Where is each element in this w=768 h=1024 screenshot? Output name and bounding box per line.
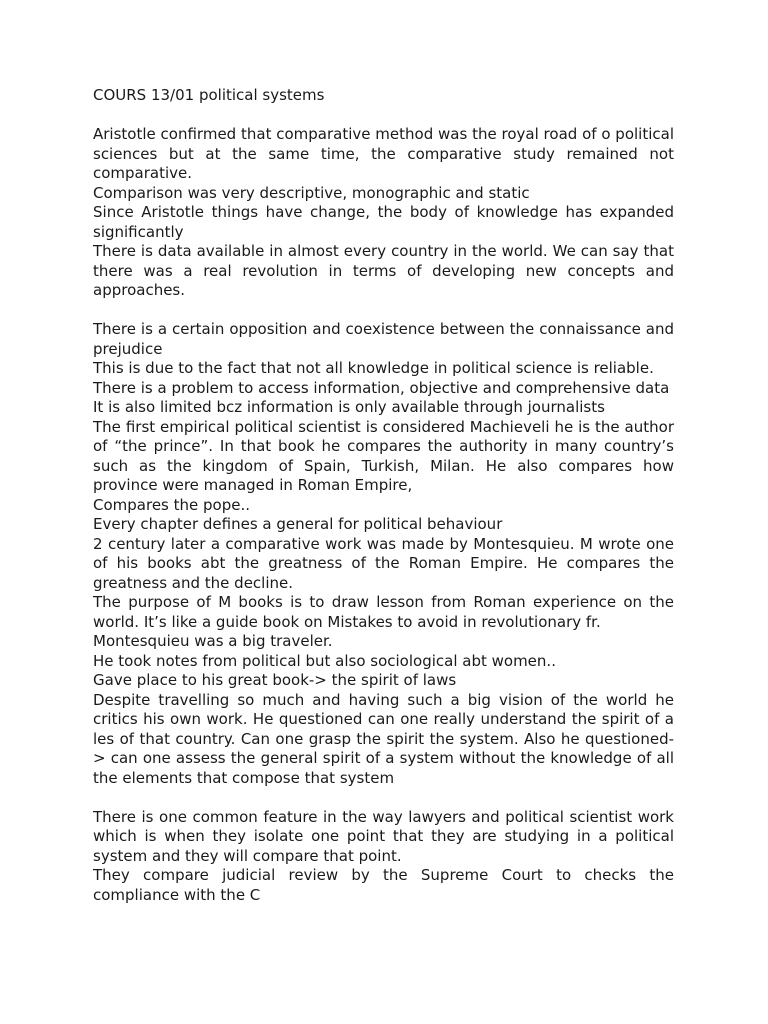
paragraph: There is a certain opposition and coexistence between the connaissance and prejudice: [93, 320, 674, 358]
paragraph: He took notes from political but also sociological abt women..: [93, 651, 556, 670]
paragraph: There is data available in almost every country in the world. We can say that there was a real revolution in terms of developing new concepts and approaches.: [93, 242, 674, 299]
paragraph: Montesquieu was a big traveler.: [93, 632, 333, 650]
paragraph: The purpose of M books is to draw lesson from Roman experience on the world. It’s like a guide book on Mistakes to avoid in revolutionary fr.: [93, 593, 674, 631]
paragraph: Since Aristotle things have change, the body of knowledge has expanded significantly: [93, 203, 674, 241]
paragraph: There is one common feature in the way lawyers and political scientist work which is when they isolate one point that they are studying in a political system and they will compare that point.: [93, 807, 674, 865]
paragraph: [93, 788, 674, 808]
document-title: COURS 13/01 political systems: [93, 86, 325, 104]
paragraph: The first empirical political scientist is considered Machieveli he is the author of “the prince”. In that book he compares the authority in many country’s such as the kingdom of Spain, Turkish, Milan. He also compares how province were managed in Roman Empire,: [93, 417, 674, 494]
paragraph: Gave place to his great book-> the spirit of laws: [93, 671, 457, 689]
paragraph: Every chapter defines a general for political behaviour: [93, 515, 503, 533]
paragraph: It is also limited bcz information is only available through journalists: [93, 398, 605, 416]
paragraph: Despite travelling so much and having such a big vision of the world he critics his own work. He questioned can one really understand the spirit of a les of that country. Can one grasp the spirit the system. Also he questioned-> can one assess the general spirit of a system without the knowledge of all the elements that compose that system: [93, 690, 674, 787]
paragraph: 2 century later a comparative work was made by Montesquieu. M wrote one of his books abt the greatness of the Roman Empire. He compares the greatness and the decline.: [93, 534, 674, 592]
paragraph: Comparison was very descriptive, monographic and static: [93, 183, 530, 202]
paragraph: [93, 301, 674, 321]
paragraph: Compares the pope..: [93, 495, 250, 514]
paragraph: This is due to the fact that not all knowledge in political science is reliable.: [93, 359, 654, 377]
paragraph: [93, 106, 674, 126]
document-body: [93, 86, 674, 905]
paragraph: There is a problem to access information, objective and comprehensive data: [93, 378, 670, 397]
paragraph: Aristotle confirmed that comparative method was the royal road of o political sciences but at the same time, the comparative study remained not comparative.: [93, 125, 674, 182]
paragraph: They compare judicial review by the Supreme Court to checks the compliance with the C: [93, 866, 674, 904]
